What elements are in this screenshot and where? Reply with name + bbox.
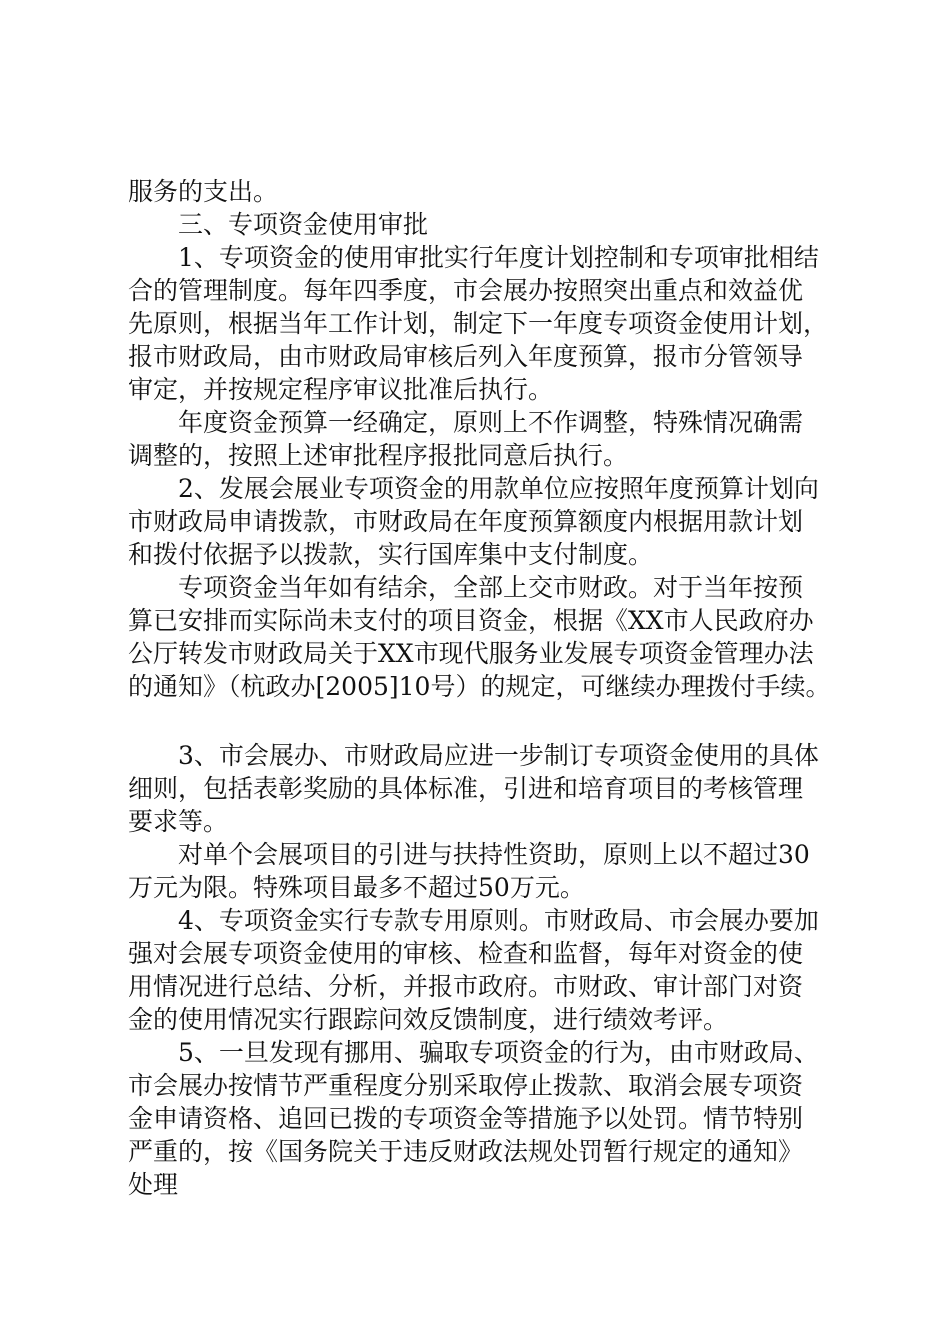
text-line: 调整的，按照上述审批程序报批同意后执行。 xyxy=(128,441,629,470)
text-line: 的通知》（杭政办[2005]10号）的规定，可继续办理拨付手续。 xyxy=(128,672,831,701)
text-line: 要求等。 xyxy=(128,807,229,836)
text-line: 强对会展专项资金使用的审核、检查和监督，每年对资金的使 xyxy=(128,939,804,968)
text-line: 严重的，按《国务院关于违反财政法规处罚暂行规定的通知》 xyxy=(128,1137,804,1166)
text-line: 市财政局申请拨款，市财政局在年度预算额度内根据用款计划 xyxy=(128,507,804,536)
text-line: 审定，并按规定程序审议批准后执行。 xyxy=(128,375,554,404)
text-line: 5、一旦发现有挪用、骗取专项资金的行为，由市财政局、 xyxy=(128,1038,819,1067)
text-line: 4、专项资金实行专款专用原则。市财政局、市会展办要加 xyxy=(128,906,819,935)
text-line: 金申请资格、追回已拨的专项资金等措施予以处罚。情节特别 xyxy=(128,1104,804,1133)
text-line: 算已安排而实际尚未支付的项目资金，根据《XX市人民政府办 xyxy=(128,606,814,635)
text-line: 合的管理制度。每年四季度，市会展办按照突出重点和效益优 xyxy=(128,276,804,305)
text-line: 3、市会展办、市财政局应进一步制订专项资金使用的具体 xyxy=(128,741,819,770)
text-line: 金的使用情况实行跟踪问效反馈制度，进行绩效考评。 xyxy=(128,1005,729,1034)
text-line: 市会展办按情节严重程度分别采取停止拨款、取消会展专项资 xyxy=(128,1071,804,1100)
text-line: 1、专项资金的使用审批实行年度计划控制和专项审批相结 xyxy=(128,243,819,272)
text-line: 对单个会展项目的引进与扶持性资助，原则上以不超过30 xyxy=(128,840,810,869)
text-line: 服务的支出。 xyxy=(128,177,279,206)
paragraph-gap xyxy=(128,703,828,739)
text-line: 报市财政局，由市财政局审核后列入年度预算，报市分管领导 xyxy=(128,342,804,371)
text-line: 2、发展会展业专项资金的用款单位应按照年度预算计划向 xyxy=(128,474,819,503)
document-body xyxy=(128,175,831,1201)
text-line: 先原则，根据当年工作计划，制定下一年度专项资金使用计划， xyxy=(128,309,829,338)
text-line: 专项资金当年如有结余，全部上交市财政。对于当年按预 xyxy=(128,573,804,602)
text-line: 和拨付依据予以拨款，实行国库集中支付制度。 xyxy=(128,540,654,569)
text-line: 细则，包括表彰奖励的具体标准，引进和培育项目的考核管理 xyxy=(128,774,804,803)
text-line: 公厅转发市财政局关于XX市现代服务业发展专项资金管理办法 xyxy=(128,639,814,668)
text-line: 处理 xyxy=(128,1170,179,1199)
text-line: 用情况进行总结、分析，并报市政府。市财政、审计部门对资 xyxy=(128,972,804,1001)
text-line: 万元为限。特殊项目最多不超过50万元。 xyxy=(128,873,585,902)
section-heading: 三、专项资金使用审批 xyxy=(128,210,429,239)
text-line: 年度资金预算一经确定，原则上不作调整，特殊情况确需 xyxy=(128,408,804,437)
